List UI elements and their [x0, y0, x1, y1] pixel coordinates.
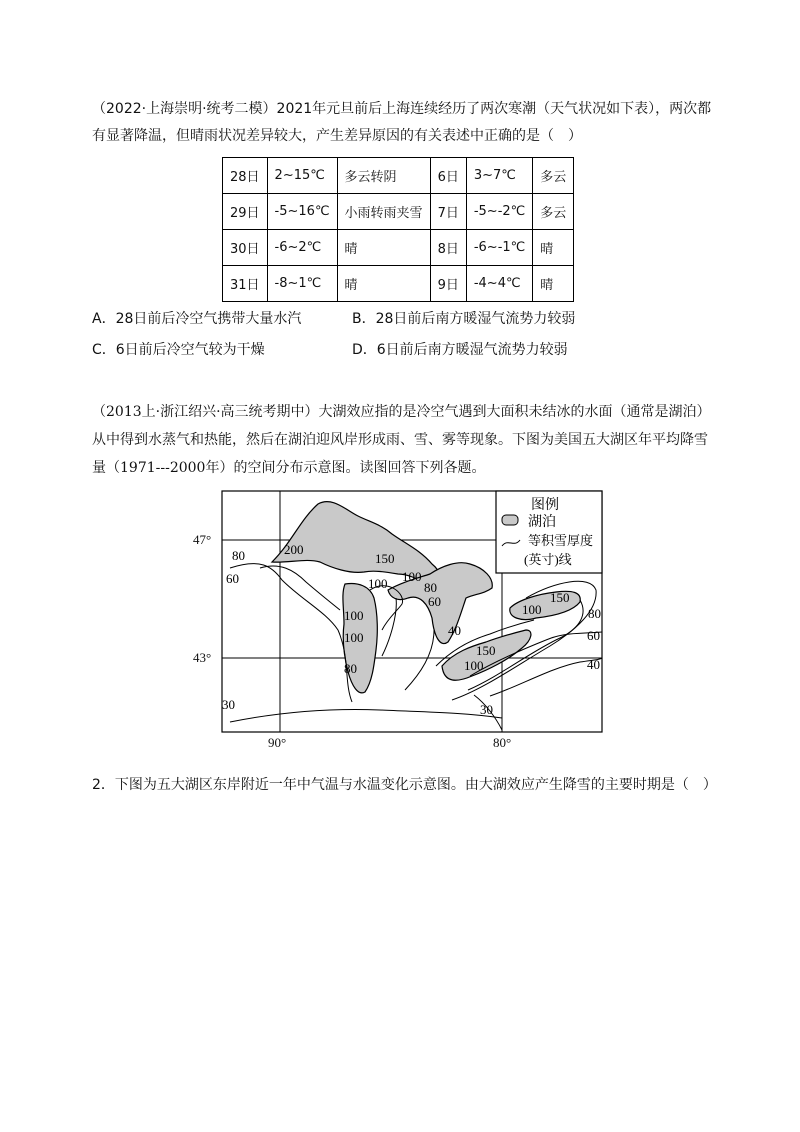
legend-lake-swatch [502, 515, 518, 525]
option-a[interactable]: A．28日前后冷空气携带大量水汽 [92, 311, 302, 327]
contour-label: 80 [588, 606, 601, 621]
question-1-source: （2022·上海崇明·统考二模） [92, 101, 277, 117]
contour-label: 30 [222, 697, 235, 712]
option-b[interactable]: B．28日前后南方暖湿气流势力较弱 [352, 311, 576, 327]
table-cell: 多云转阴 [337, 158, 430, 194]
table-cell: 28日 [223, 158, 268, 194]
contour-label: 80 [232, 548, 245, 563]
contour-label: 40 [448, 623, 461, 638]
table-cell: 7日 [430, 194, 466, 230]
legend-contour-label: 等积雪厚度 [528, 533, 594, 548]
longitude-90-label: 90° [268, 735, 287, 750]
legend-contour-unit: (英寸)线 [524, 552, 572, 567]
table-cell: 29日 [223, 194, 268, 230]
contour-label: 100 [402, 569, 422, 584]
contour-label: 150 [476, 643, 496, 658]
contour-label: 100 [344, 608, 364, 623]
table-cell: -8~1℃ [267, 266, 337, 302]
contour-line [490, 658, 602, 696]
table-cell: 多云 [533, 158, 574, 194]
latitude-47-label: 47° [193, 532, 212, 547]
question-2-source: （2013上·浙江绍兴·高三统考期中） [92, 404, 319, 420]
table-cell: 8日 [430, 230, 466, 266]
contour-label: 80 [424, 580, 437, 595]
contour-line [260, 566, 340, 610]
option-d[interactable]: D．6日前后南方暖湿气流势力较弱 [352, 342, 568, 358]
table-cell: 晴 [337, 230, 430, 266]
great-lakes-snowfall-map [220, 490, 608, 740]
table-cell: 3~7℃ [466, 158, 532, 194]
contour-line [230, 564, 352, 702]
legend-lake-label: 湖泊 [528, 515, 556, 530]
longitude-80-label: 80° [493, 735, 512, 750]
contour-label: 40 [587, 657, 600, 672]
latitude-43-label: 43° [193, 650, 212, 665]
lake-ontario [510, 591, 580, 619]
table-cell: 30日 [223, 230, 268, 266]
weather-table [222, 157, 574, 302]
option-c[interactable]: C．6日前后冷空气较为干燥 [92, 342, 265, 358]
contour-line [230, 710, 502, 723]
table-cell: 多云 [533, 194, 574, 230]
table-cell: 6日 [430, 158, 466, 194]
question-2-stem [92, 398, 718, 482]
contour-label: 200 [284, 542, 304, 557]
table-cell: 晴 [533, 230, 574, 266]
map-legend [496, 491, 602, 573]
table-row [223, 230, 574, 266]
question-2-text: 大湖效应指的是冷空气遇到大面积未结冰的水面（通常是湖泊）从中得到水蒸气和热能，然后在湖泊迎风岸形成雨、雪、雾等现象。下图为美国五大湖区年平均降雪量（1971---2000年）的空间分布示意图。读图回答下列各题。 [92, 404, 711, 476]
table-row [223, 194, 574, 230]
contour-label: 150 [375, 551, 395, 566]
table-cell: -5~-2℃ [466, 194, 532, 230]
table-cell: 31日 [223, 266, 268, 302]
contour-line [405, 630, 434, 690]
table-cell: -4~4℃ [466, 266, 532, 302]
legend-title: 图例 [531, 498, 559, 513]
table-cell: 2~15℃ [267, 158, 337, 194]
contour-label: 100 [368, 576, 388, 591]
contour-label: 60 [428, 594, 441, 609]
contour-label: 60 [226, 571, 239, 586]
contour-label: 100 [464, 658, 484, 673]
table-row [223, 158, 574, 194]
table-cell: 晴 [533, 266, 574, 302]
table-cell: 晴 [337, 266, 430, 302]
contour-label: 100 [522, 602, 542, 617]
question-1-stem [92, 96, 718, 150]
table-cell: 小雨转雨夹雪 [337, 194, 430, 230]
contour-label: 60 [587, 628, 600, 643]
question-1-text: 2021年元旦前后上海连续经历了两次寒潮（天气状况如下表），两次都有显著降温，但晴雨状况差异较大，产生差异原因的有关表述中正确的是（ ） [92, 101, 712, 144]
contour-label: 30 [480, 702, 493, 717]
contour-label: 100 [344, 630, 364, 645]
contour-label: 150 [550, 590, 570, 605]
table-cell: 9日 [430, 266, 466, 302]
contour-label: 80 [344, 661, 357, 676]
table-cell: -6~-1℃ [466, 230, 532, 266]
question-2-sub-1: 2．下图为五大湖区东岸附近一年中气温与水温变化示意图。由大湖效应产生降雪的主要时期是（ ） [92, 777, 717, 793]
table-row [223, 266, 574, 302]
table-cell: -5~16℃ [267, 194, 337, 230]
table-cell: -6~2℃ [267, 230, 337, 266]
